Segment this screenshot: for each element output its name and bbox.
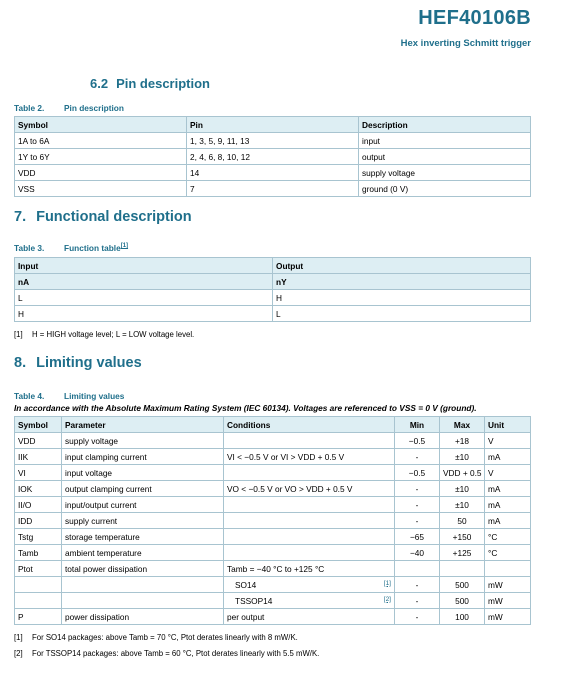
cell-parameter: power dissipation xyxy=(62,609,224,625)
table-header-row xyxy=(15,417,531,433)
cell-parameter xyxy=(62,593,224,609)
footnote-marker: [1] xyxy=(14,330,23,339)
conditions-text: TSSOP14 xyxy=(235,595,273,606)
section-title: Limiting values xyxy=(36,355,142,371)
cell-symbol xyxy=(15,577,62,593)
cell-max: 500 xyxy=(440,577,485,593)
cell-unit: mA xyxy=(485,513,531,529)
cell-unit xyxy=(485,561,531,577)
section-6-2-heading xyxy=(90,76,210,91)
cell: 14 xyxy=(187,165,359,181)
table-row xyxy=(15,149,531,165)
cell-symbol: VDD xyxy=(15,433,62,449)
cell-min: - xyxy=(395,497,440,513)
cell-symbol xyxy=(15,593,62,609)
group-header: Output xyxy=(273,258,531,274)
table4-title: Limiting values xyxy=(64,391,125,401)
table-row xyxy=(15,165,531,181)
cell-parameter: input clamping current xyxy=(62,449,224,465)
cell-max: ±10 xyxy=(440,497,485,513)
cell-parameter: output clamping current xyxy=(62,481,224,497)
col-header: Symbol xyxy=(15,117,187,133)
table2-title: Pin description xyxy=(64,103,124,113)
cell-conditions xyxy=(224,609,395,625)
col-header: Pin xyxy=(187,117,359,133)
cell-symbol: VI xyxy=(15,465,62,481)
cell-max: 100 xyxy=(440,609,485,625)
col-header: Max xyxy=(440,417,485,433)
table3-label: Table 3. xyxy=(14,243,45,253)
cell: H xyxy=(273,290,531,306)
table-header-row xyxy=(15,274,531,290)
footnote-link[interactable]: [1] xyxy=(383,579,391,587)
col-header: Unit xyxy=(485,417,531,433)
cell: H xyxy=(15,306,273,322)
conditions-text: VI < −0.5 V or VI > VDD + 0.5 V xyxy=(227,451,345,462)
table-row xyxy=(15,529,531,545)
cell-max: +125 xyxy=(440,545,485,561)
limiting-values-table xyxy=(14,416,531,625)
cell-max: VDD + 0.5 xyxy=(440,465,485,481)
table-row xyxy=(15,133,531,149)
table3-footnote xyxy=(14,330,194,339)
table-body xyxy=(15,433,531,625)
cell-conditions xyxy=(224,497,395,513)
cell-max: ±10 xyxy=(440,449,485,465)
cell-conditions xyxy=(224,433,395,449)
table4-note: In accordance with the Absolute Maximum Rating System (IEC 60134). Voltages are referenced to VSS = 0 V (ground). xyxy=(14,403,477,413)
table-row xyxy=(15,465,531,481)
table-row xyxy=(15,481,531,497)
cell-min: - xyxy=(395,609,440,625)
cell-min: −65 xyxy=(395,529,440,545)
table-row xyxy=(15,290,531,306)
cell-parameter xyxy=(62,577,224,593)
col-header: Conditions xyxy=(224,417,395,433)
cell-parameter: ambient temperature xyxy=(62,545,224,561)
table-group-header-row xyxy=(15,258,531,274)
cell: VSS xyxy=(15,181,187,197)
table4-footnote-2 xyxy=(14,649,319,658)
section-number: 7. xyxy=(14,209,27,225)
table4-caption xyxy=(14,391,124,401)
cell-unit: °C xyxy=(485,529,531,545)
cell: VDD xyxy=(15,165,187,181)
cell-min: −0.5 xyxy=(395,465,440,481)
section-number: 6.2 xyxy=(90,76,109,91)
cell: 1A to 6A xyxy=(15,133,187,149)
cell-unit: mA xyxy=(485,497,531,513)
cell-unit: mW xyxy=(485,609,531,625)
table3-title: Function table xyxy=(64,243,121,253)
cell-min: - xyxy=(395,449,440,465)
cell: ground (0 V) xyxy=(359,181,531,197)
table-row xyxy=(15,545,531,561)
cell-parameter: input/output current xyxy=(62,497,224,513)
cell-max: ±10 xyxy=(440,481,485,497)
cell-conditions xyxy=(224,449,395,465)
section-title: Pin description xyxy=(116,76,210,91)
table2-label: Table 2. xyxy=(14,103,45,113)
cell-symbol: P xyxy=(15,609,62,625)
cell-unit: mA xyxy=(485,481,531,497)
footnote-marker: [1] xyxy=(14,633,23,642)
footnote-link[interactable]: [2] xyxy=(383,595,391,603)
cell: supply voltage xyxy=(359,165,531,181)
cell: 1Y to 6Y xyxy=(15,149,187,165)
section-title: Functional description xyxy=(36,209,192,225)
table-row xyxy=(15,609,531,625)
conditions-text: VO < −0.5 V or VO > VDD + 0.5 V xyxy=(227,483,353,494)
part-subtitle: Hex inverting Schmitt trigger xyxy=(400,38,531,49)
section-7-heading xyxy=(14,209,192,225)
cell-parameter: supply current xyxy=(62,513,224,529)
col-header: Symbol xyxy=(15,417,62,433)
cell-min: - xyxy=(395,577,440,593)
col-header: nA xyxy=(15,274,273,290)
table-row xyxy=(15,181,531,197)
table-row xyxy=(15,593,531,609)
table-header-row xyxy=(15,117,531,133)
cell-conditions xyxy=(224,481,395,497)
cell-symbol: Tamb xyxy=(15,545,62,561)
conditions-text: per output xyxy=(227,611,265,622)
table3-caption xyxy=(14,243,128,253)
table-row xyxy=(15,513,531,529)
col-header: Min xyxy=(395,417,440,433)
cell-symbol: IIK xyxy=(15,449,62,465)
col-header: Description xyxy=(359,117,531,133)
cell-symbol: IDD xyxy=(15,513,62,529)
table-row xyxy=(15,306,531,322)
cell: L xyxy=(15,290,273,306)
cell-unit: mA xyxy=(485,449,531,465)
cell-min: - xyxy=(395,593,440,609)
cell-min: −0.5 xyxy=(395,433,440,449)
col-header: Parameter xyxy=(62,417,224,433)
cell-unit: mW xyxy=(485,577,531,593)
footnote-marker: [2] xyxy=(14,649,23,658)
cell-parameter: storage temperature xyxy=(62,529,224,545)
cell: output xyxy=(359,149,531,165)
cell: 1, 3, 5, 9, 11, 13 xyxy=(187,133,359,149)
table3-footnote-link[interactable]: [1] xyxy=(120,243,129,250)
table-row xyxy=(15,577,531,593)
footnote-text: For SO14 packages: above Tamb = 70 °C, Ptot derates linearly with 8 mW/K. xyxy=(32,633,298,642)
conditions-text: SO14 xyxy=(235,579,257,590)
table-row xyxy=(15,497,531,513)
part-number: HEF40106B xyxy=(418,7,531,29)
cell-parameter: supply voltage xyxy=(62,433,224,449)
footnote-text: H = HIGH voltage level; L = LOW voltage level. xyxy=(32,330,195,339)
cell-symbol: II/O xyxy=(15,497,62,513)
pin-description-table xyxy=(14,116,531,197)
cell-conditions xyxy=(224,465,395,481)
function-table xyxy=(14,257,531,322)
cell-conditions xyxy=(224,561,395,577)
table4-label: Table 4. xyxy=(14,391,45,401)
cell-parameter: input voltage xyxy=(62,465,224,481)
cell-max xyxy=(440,561,485,577)
cell-max: 500 xyxy=(440,593,485,609)
cell-conditions xyxy=(224,529,395,545)
section-number: 8. xyxy=(14,355,27,371)
cell: L xyxy=(273,306,531,322)
cell-min: - xyxy=(395,513,440,529)
footnote-text: For TSSOP14 packages: above Tamb = 60 °C, Ptot derates linearly with 5.5 mW/K. xyxy=(32,649,320,658)
group-header: Input xyxy=(15,258,273,274)
cell-max: 50 xyxy=(440,513,485,529)
cell-max: +150 xyxy=(440,529,485,545)
cell-max: +18 xyxy=(440,433,485,449)
cell-symbol: Tstg xyxy=(15,529,62,545)
cell-conditions xyxy=(224,513,395,529)
cell-conditions xyxy=(224,593,395,609)
cell: 7 xyxy=(187,181,359,197)
cell-unit: °C xyxy=(485,545,531,561)
cell-parameter: total power dissipation xyxy=(62,561,224,577)
cell-symbol: IOK xyxy=(15,481,62,497)
table-row xyxy=(15,433,531,449)
cell-conditions xyxy=(224,545,395,561)
cell-min xyxy=(395,561,440,577)
section-8-heading xyxy=(14,355,142,371)
conditions-text: Tamb = −40 °C to +125 °C xyxy=(227,563,325,574)
cell-min: - xyxy=(395,481,440,497)
cell-unit: V xyxy=(485,433,531,449)
cell-unit: V xyxy=(485,465,531,481)
col-header: nY xyxy=(273,274,531,290)
cell-unit: mW xyxy=(485,593,531,609)
cell: 2, 4, 6, 8, 10, 12 xyxy=(187,149,359,165)
table-row xyxy=(15,449,531,465)
table-row xyxy=(15,561,531,577)
cell-min: −40 xyxy=(395,545,440,561)
cell-symbol: Ptot xyxy=(15,561,62,577)
table4-footnote-1 xyxy=(14,633,298,642)
table2-caption xyxy=(14,103,124,113)
cell-conditions xyxy=(224,577,395,593)
cell: input xyxy=(359,133,531,149)
